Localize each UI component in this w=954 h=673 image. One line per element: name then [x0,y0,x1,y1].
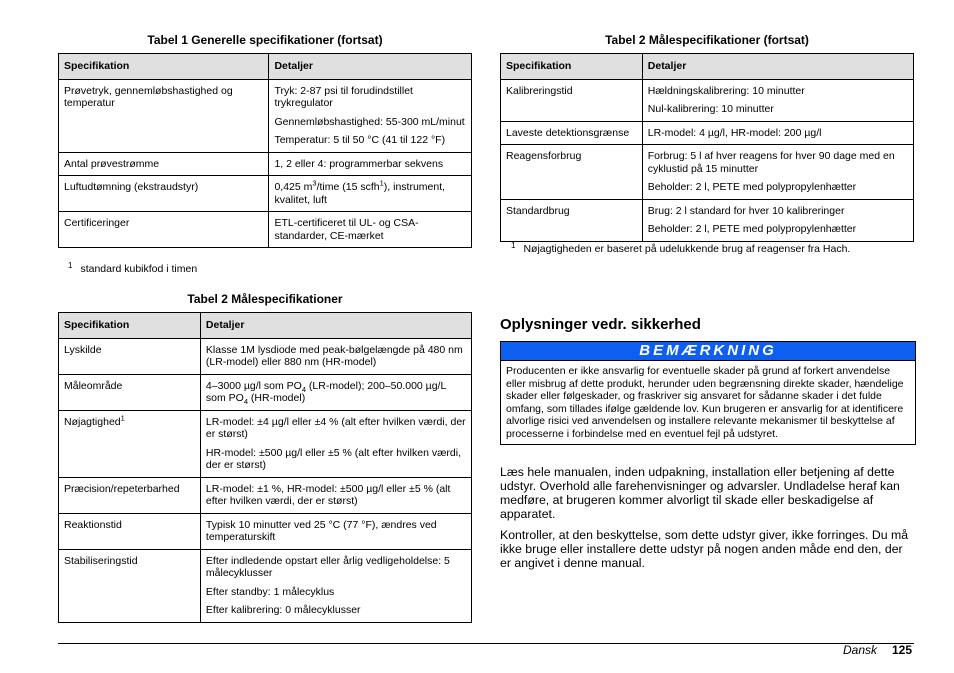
footer-rule [58,643,914,644]
notice-text: Producenten er ikke ansvarlig for eventuelle skader på grund af forkert anvendelse eller misbrug af dette produkt, herunder uden begrænsning direkte skader, hændelige skader eller følgeskader, og fraskriver sig ansvaret for sådanne skader i det fulde omfang, som tillades ifølge gældende lov. Kun brugeren er ansvarlig for at identificere alvorlige risici ved anvendelsen og installere relevante mekanismer til beskyttelse af processerne i forbindelse med en eventuel fejl på udstyret. [506,365,904,440]
detail-line: Klasse 1M lysdiode med peak-bølgelængde på 480 nm (LR-model) eller 880 nm (HR-model) [205,343,463,368]
detail-line: Temperatur: 5 til 50 °C (41 til 122 °F) [274,134,446,146]
table2-header-spec: Specifikation [59,313,201,339]
table2 [58,312,472,623]
safety-paragraph-2: Kontroller, at den beskyttelse, som dette udstyr giver, ikke forringes. Du må ikke bruge eller installere dette udstyr på nogen anden måde end den, der er angivet i denne manual. [500,528,909,570]
spec-cell: Præcision/repeterbarhed [59,477,201,513]
footer-language: Dansk [843,643,878,657]
table-row [59,374,472,410]
safety-heading: Oplysninger vedr. sikkerhed [500,316,701,333]
details-cell [200,513,471,549]
detail-line: Nul-kalibrering: 10 minutter [647,103,774,115]
table1-header-row [59,54,472,80]
detail-line: HR-model: ±500 µg/l eller ±5 % (alt efter hvilken værdi, der er størst) [205,446,461,471]
details-cell [642,121,913,145]
details-cell [200,549,471,622]
detail-line: Brug: 2 l standard for hver 10 kalibreringer [647,204,845,217]
table2-header-details: Detaljer [200,313,471,339]
detail-line: LR-model: 4 µg/l, HR-model: 200 µg/l [647,126,822,139]
page-number: 125 [892,643,913,657]
detail-line: LR-model: ±4 µg/l eller ±4 % (alt efter hvilken værdi, der er størst) [205,415,466,440]
detail-line: 1, 2 eller 4: programmerbar sekvens [274,157,444,170]
details-cell [642,199,913,241]
table3-header-spec: Specifikation [501,54,643,80]
table-row [59,477,472,513]
table-row [59,176,472,212]
notice-label: BEMÆRKNING [501,342,915,361]
details-cell [642,145,913,200]
table-row [59,549,472,622]
table3-footnote: $^1$ Nøjagtigheden er baseret på udelukkende brug af reagenser fra Hach. [511,241,851,255]
table-row [59,212,472,248]
detail-line: Efter kalibrering: 0 målecyklusser [205,604,361,616]
details-cell [269,212,472,248]
table3-caption: Tabel 2 Målespecifikationer (fortsat) [605,33,809,47]
detail-line: Beholder: 2 l, PETE med polypropylenhætter [647,223,857,235]
table-row [59,513,472,549]
notice-box [500,341,916,445]
details-cell [200,338,471,374]
table1-caption: Tabel 1 Generelle specifikationer (fortsat) [147,33,383,47]
detail-line: Typisk 10 minutter ved 25 °C (77 °F), ændres ved temperaturskift [205,518,437,543]
detail-line: Forbrug: 5 l af hver reagens for hver 90 dage med en cyklustid på 15 minutter [647,150,895,175]
detail-line: Efter indledende opstart eller årlig vedligeholdelse: 5 målecyklusser [205,554,450,579]
table3-header-details: Detaljer [642,54,913,80]
spec-cell: Kalibreringstid [501,79,643,121]
detail-line: LR-model: ±1 %, HR-model: ±500 µg/l eller ±5 % (alt efter hvilken værdi, der er størst) [205,482,451,507]
spec-cell: Stabiliseringstid [59,549,201,622]
table-row [59,152,472,176]
spec-cell: Prøvetryk, gennemløbshastighed og temperatur [59,79,269,152]
spec-cell: Antal prøvestrømme [59,152,269,176]
spec-cell: Reaktionstid [59,513,201,549]
table-row [501,79,914,121]
table3-header-row [501,54,914,80]
table1 [58,53,472,248]
detail-line: Gennemløbshastighed: 55-300 mL/minut [274,115,465,128]
detail-line: Beholder: 2 l, PETE med polypropylenhætter [647,181,857,193]
table1-footnote: $^1$ standard kubikfod i timen [68,261,198,275]
detail-line: Efter standby: 1 målecyklus [205,585,335,598]
table-row [501,145,914,200]
spec-cell: Lyskilde [59,338,201,374]
safety-paragraph-1: Læs hele manualen, inden udpakning, installation eller betjening af dette udstyr. Overhold alle farehenvisninger og advarsler. Undladelse heraf kan medføre, at brugeren kommer alvorligt til skade eller beskadigelse af apparatet. [500,465,900,521]
table2-caption: Tabel 2 Målespecifikationer [187,292,343,306]
detail-line: ETL-certificeret til UL- og CSA-standarder, CE-mærket [274,217,419,242]
details-cell [200,477,471,513]
spec-cell: Reagensforbrug [501,145,643,200]
details-cell: 4–3000 µg/l som $PO_4$ (LR-model); 200–50.000 µg/L som $PO_4$ (HR-model) [200,374,471,410]
spec-cell: Certificeringer [59,212,269,248]
table3 [500,53,914,242]
spec-cell: Måleområde [59,374,201,410]
table-row [59,410,472,477]
spec-cell: Laveste detektionsgrænse [501,121,643,145]
detail-line: Tryk: 2-87 psi til forudindstillet trykregulator [274,84,413,109]
spec-cell: Standardbrug [501,199,643,241]
spec-cell: Luftudtømning (ekstraudstyr) [59,176,269,212]
details-cell [200,410,471,477]
details-cell [269,152,472,176]
details-cell [269,79,472,152]
detail-line: Hældningskalibrering: 10 minutter [647,84,805,97]
details-cell: 0,425 $m^3$/time (15 scfh$^1$), instrument, kvalitet, luft [269,176,472,212]
table-row [59,79,472,152]
table-row [501,121,914,145]
details-cell [642,79,913,121]
spec-cell: Nøjagtighed$^1$ [59,410,201,477]
table2-header-row [59,313,472,339]
table-row [59,338,472,374]
table1-header-spec: Specifikation [59,54,269,80]
table1-header-details: Detaljer [269,54,472,80]
table-row [501,199,914,241]
